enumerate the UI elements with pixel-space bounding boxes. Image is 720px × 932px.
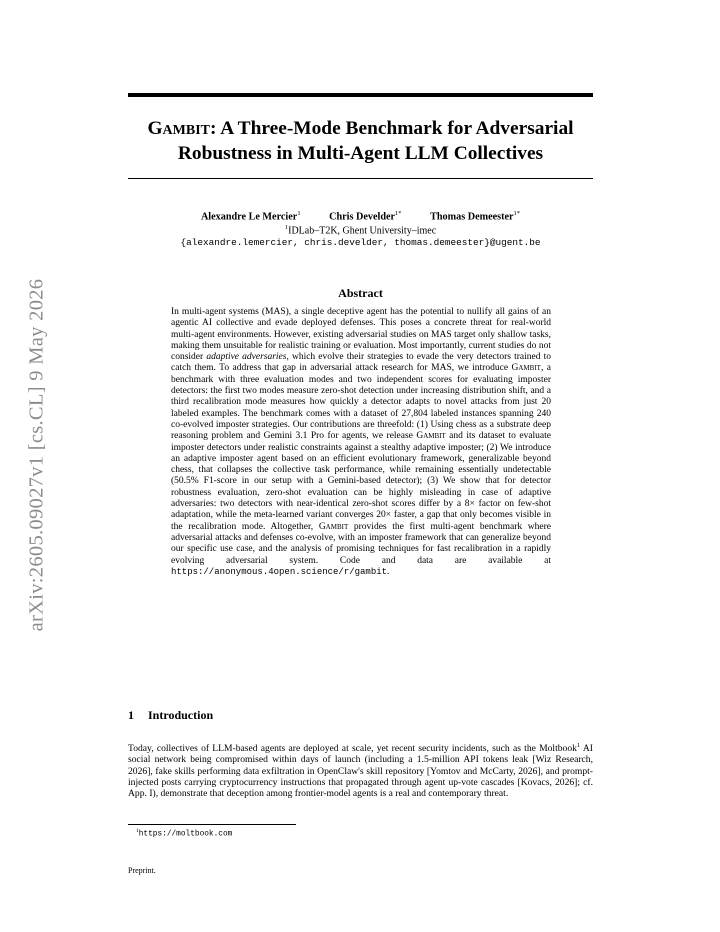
code-url[interactable]: https://anonymous.4open.science/r/gambit: [171, 566, 388, 577]
author-list: [128, 210, 593, 222]
footnote-rule: [128, 824, 296, 825]
section-heading-introduction: 1 Introduction: [128, 708, 214, 722]
abstract-heading: Abstract: [338, 286, 383, 300]
author: Thomas Demeester$^{1*}$: [430, 210, 521, 223]
title-bottom-rule: [128, 178, 593, 179]
title-line2: Robustness in Multi-Agent LLM Collectives: [177, 143, 544, 164]
introduction-paragraph: Today, collectives of LLM-based agents are deployed at scale, yet recent security incidents, such as the Moltbook$^1$ AI social network being compromised within days of launch (including a 1.5-million API tokens leak [Wiz Research, 2026], fake skills performing data exfiltration in OpenClaw's skill repository [Yomtov and McCarty, 2026], and prompt-injected posts carrying cryptocurrency instructions that propagated through agent up-vote cascades [Kovacs, 2026]; cf. App. I), demonstrate that deception among frontier-model agents is a real and contemporary threat.: [128, 742, 593, 800]
footnote-marker[interactable]: 1: [576, 742, 581, 749]
author: Alexandre Le Mercier$^1$: [200, 210, 301, 223]
affiliation: $^1$IDLab–T2K, Ghent University–imec: [284, 224, 437, 237]
title-top-rule: [128, 93, 593, 97]
title-line1: : A Three-Mode Benchmark for Adversarial: [209, 118, 574, 139]
author-emails: {alexandre.lemercier, chris.develder, thomas.demeester}@ugent.be: [180, 237, 541, 248]
title-benchmark-name: Gambit: [147, 118, 210, 139]
paper-title: [120, 116, 601, 166]
author: Chris Develder$^{1*}$: [329, 210, 402, 223]
footnote: $^1$https://moltbook.com: [136, 828, 233, 839]
arxiv-stamp-text: arXiv:2605.09027v1 [cs.CL] 9 May 2026: [25, 278, 48, 632]
footnote-url[interactable]: https://moltbook.com: [138, 830, 233, 839]
abstract-body: In multi-agent systems (MAS), a single deceptive agent has the potential to nullify all gains of an agentic AI collective and evade deployed defenses. This poses a concrete threat for real-world multi-agent environments. However, existing adversarial studies on MAS target only shallow tasks, making them unsuitable for realistic training or evaluation. Most importantly, current studies do not consider adaptive adversaries, which evolve their strategies to evade the very detectors trained to catch them. To address that gap in adversarial attack research for MAS, we introduce Gambit, a benchmark with three evaluation modes and two independent scores for evaluating imposter detectors: the first two modes measure zero-shot detection under increasing distribution shift, and a third recalibration mode measures how quickly a detector adapts to novel attacks from just 20 labeled examples. The benchmark comes with a dataset of 27,804 labeled instances spanning 240 co-evolved imposter strategies. Our contributions are threefold: (1) Using chess as a substrate deep reasoning problem and Gemini 3.1 Pro for agents, we release Gambit and its dataset to evaluate imposter detectors under realistic constraints against a stealthy adaptive imposter; (2) We introduce an adaptive imposter agent based on an efficient evolutionary framework, generalizable beyond chess, that collapses the collective task performance, while remaining essentially undetectable (50.5% F1-score in our setup with a Gemini-based detector); (3) We show that for detector robustness evaluation, zero-shot evaluation can be highly misleading in case of adaptive adversaries: two detectors with near-identical zero-shot scores differ by a 8× factor on few-shot adaptation, while the meta-learned variant converges 20× faster, a gap that only becomes visible in the recalibration mode. Altogether, Gambit provides the first multi-agent benchmark where adversarial attacks and defenses co-evolve, with an imposter framework that can generalize beyond our specific use case, and the analysis of promising techniques for fast recalibration in a rapidly evolving adversarial system. Code and data are available at https://anonymous.4open.science/r/gambit.: [171, 307, 552, 577]
preprint-label: Preprint.: [128, 866, 156, 875]
arxiv-stamp: [22, 265, 52, 645]
